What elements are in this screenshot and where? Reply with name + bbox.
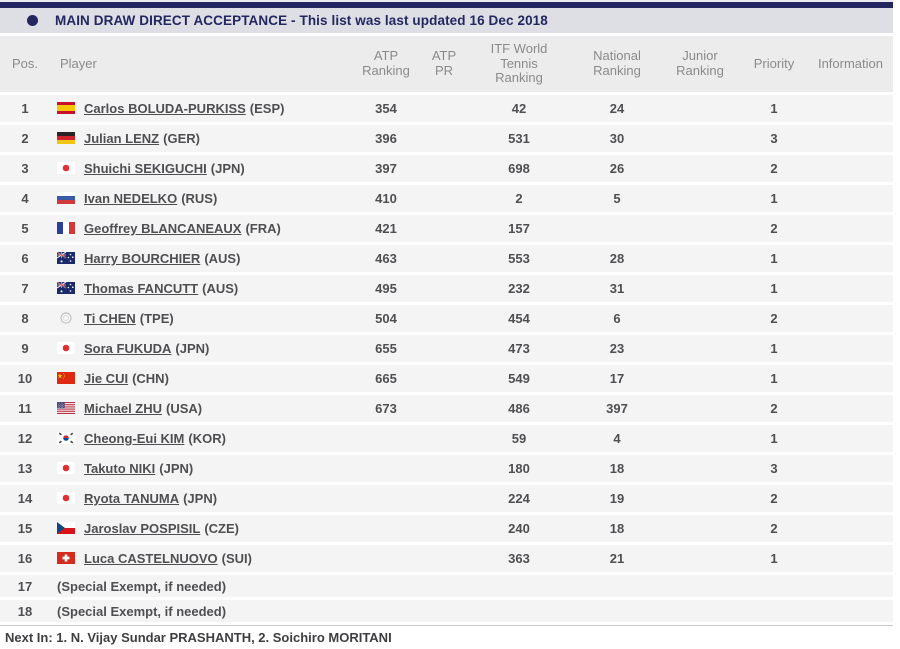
atp-pr-cell xyxy=(424,244,464,274)
itf-world-tennis-ranking-cell: 698 xyxy=(464,154,574,184)
table-row xyxy=(0,154,893,184)
player-link[interactable]: Jaroslav POSPISIL xyxy=(84,521,201,536)
player-link[interactable]: Geoffrey BLANCANEAUX xyxy=(84,221,242,236)
flag-rus-icon xyxy=(57,192,75,204)
flag-jpn-icon xyxy=(57,342,75,354)
player-link[interactable]: Ivan NEDELKO xyxy=(84,191,178,206)
itf-world-tennis-ranking-cell: 549 xyxy=(464,364,574,394)
table-row xyxy=(0,454,893,484)
country-code: (KOR) xyxy=(188,431,226,446)
player-link[interactable]: Ryota TANUMA xyxy=(84,491,180,506)
atp-pr-cell xyxy=(424,454,464,484)
information-cell xyxy=(808,124,893,154)
position-cell: 9 xyxy=(0,334,50,364)
country-code: (RUS) xyxy=(181,191,218,206)
information-cell xyxy=(808,454,893,484)
flag-ger-icon xyxy=(57,132,75,144)
national-ranking-cell: 18 xyxy=(574,514,660,544)
atp-ranking-cell: 421 xyxy=(348,214,424,244)
priority-cell: 2 xyxy=(740,514,808,544)
country-code: (CHN) xyxy=(132,371,169,386)
column-header-pos: Pos. xyxy=(0,36,50,94)
junior-ranking-cell xyxy=(660,244,740,274)
country-code: (AUS) xyxy=(202,281,239,296)
player-cell xyxy=(50,334,348,364)
player-cell xyxy=(50,544,348,574)
national-ranking-cell: 17 xyxy=(574,364,660,394)
national-ranking-cell: 26 xyxy=(574,154,660,184)
country-code: (JPN) xyxy=(183,491,218,506)
player-link[interactable]: Harry BOURCHIER xyxy=(84,251,201,266)
player-link[interactable]: Carlos BOLUDA-PURKISS xyxy=(84,101,246,116)
next-in-text: Next In: 1. N. Vijay Sundar PRASHANTH, 2. Soichiro MORITANI xyxy=(5,630,392,645)
next-in-bar xyxy=(0,625,893,649)
player-cell xyxy=(50,244,348,274)
atp-ranking-cell xyxy=(348,424,424,454)
special-exempt-label: (Special Exempt, if needed) xyxy=(57,603,227,619)
junior-ranking-cell xyxy=(660,514,740,544)
junior-ranking-cell xyxy=(660,484,740,514)
table-row xyxy=(0,544,893,574)
information-cell xyxy=(808,484,893,514)
junior-ranking-cell xyxy=(660,454,740,484)
information-cell xyxy=(808,394,893,424)
position-cell: 2 xyxy=(0,124,50,154)
player-cell xyxy=(50,214,348,244)
junior-ranking-cell xyxy=(660,184,740,214)
table-row xyxy=(0,334,893,364)
junior-ranking-cell xyxy=(660,334,740,364)
player-link[interactable]: Thomas FANCUTT xyxy=(84,281,199,296)
player-link[interactable]: Cheong-Eui KIM xyxy=(84,431,185,446)
atp-pr-cell xyxy=(424,124,464,154)
atp-pr-cell xyxy=(424,424,464,454)
column-header-information: Information xyxy=(808,36,893,94)
player-link[interactable]: Takuto NIKI xyxy=(84,461,156,476)
atp-ranking-cell xyxy=(348,514,424,544)
priority-cell xyxy=(740,599,808,624)
atp-pr-cell xyxy=(424,574,464,599)
title-bar xyxy=(0,8,893,33)
junior-ranking-cell xyxy=(660,424,740,454)
priority-cell: 1 xyxy=(740,424,808,454)
itf-world-tennis-ranking-cell xyxy=(464,574,574,599)
priority-cell: 3 xyxy=(740,454,808,484)
flag-tpe-icon xyxy=(57,312,75,324)
atp-pr-cell xyxy=(424,154,464,184)
itf-world-tennis-ranking-cell: 454 xyxy=(464,304,574,334)
itf-world-tennis-ranking-cell: 240 xyxy=(464,514,574,544)
flag-usa-icon xyxy=(57,402,75,414)
atp-ranking-cell: 504 xyxy=(348,304,424,334)
itf-world-tennis-ranking-cell: 232 xyxy=(464,274,574,304)
column-header-national-ranking: National Ranking xyxy=(574,36,660,94)
column-header-junior-ranking: Junior Ranking xyxy=(660,36,740,94)
table-row xyxy=(0,484,893,514)
priority-cell: 2 xyxy=(740,304,808,334)
table-row xyxy=(0,94,893,124)
atp-pr-cell xyxy=(424,514,464,544)
itf-world-tennis-ranking-cell xyxy=(464,599,574,624)
information-cell xyxy=(808,599,893,624)
country-code: (JPN) xyxy=(159,461,194,476)
national-ranking-cell: 18 xyxy=(574,454,660,484)
table-row xyxy=(0,214,893,244)
atp-pr-cell xyxy=(424,394,464,424)
column-header-itf-world-tennis-ranking: ITF World Tennis Ranking xyxy=(464,36,574,94)
priority-cell: 1 xyxy=(740,544,808,574)
junior-ranking-cell xyxy=(660,304,740,334)
junior-ranking-cell xyxy=(660,364,740,394)
atp-ranking-cell xyxy=(348,544,424,574)
priority-cell xyxy=(740,574,808,599)
atp-ranking-cell: 410 xyxy=(348,184,424,214)
national-ranking-cell: 24 xyxy=(574,94,660,124)
position-cell: 15 xyxy=(0,514,50,544)
national-ranking-cell: 4 xyxy=(574,424,660,454)
atp-ranking-cell xyxy=(348,599,424,624)
flag-jpn-icon xyxy=(57,162,75,174)
flag-kor-icon xyxy=(57,432,75,444)
table-row xyxy=(0,304,893,334)
atp-ranking-cell xyxy=(348,484,424,514)
itf-world-tennis-ranking-cell: 42 xyxy=(464,94,574,124)
position-cell: 7 xyxy=(0,274,50,304)
position-cell: 4 xyxy=(0,184,50,214)
flag-fra-icon xyxy=(57,222,75,234)
priority-cell: 3 xyxy=(740,124,808,154)
list-title: MAIN DRAW DIRECT ACCEPTANCE - This list was last updated 16 Dec 2018 xyxy=(55,13,548,28)
priority-cell: 2 xyxy=(740,484,808,514)
atp-pr-cell xyxy=(424,184,464,214)
country-code: (AUS) xyxy=(204,251,241,266)
table-row xyxy=(0,364,893,394)
junior-ranking-cell xyxy=(660,124,740,154)
table-row xyxy=(0,274,893,304)
player-cell xyxy=(50,304,348,334)
atp-ranking-cell xyxy=(348,454,424,484)
itf-world-tennis-ranking-cell: 180 xyxy=(464,454,574,484)
player-cell xyxy=(50,94,348,124)
player-cell xyxy=(50,184,348,214)
player-cell xyxy=(50,599,348,624)
player-cell xyxy=(50,454,348,484)
information-cell xyxy=(808,424,893,454)
position-cell: 12 xyxy=(0,424,50,454)
acceptance-table xyxy=(0,36,893,625)
country-code: (FRA) xyxy=(245,221,281,236)
country-code: (USA) xyxy=(166,401,203,416)
flag-jpn-icon xyxy=(57,492,75,504)
table-row xyxy=(0,244,893,274)
position-cell: 1 xyxy=(0,94,50,124)
player-link[interactable]: Sora FUKUDA xyxy=(84,341,172,356)
national-ranking-cell: 31 xyxy=(574,274,660,304)
player-cell xyxy=(50,484,348,514)
atp-ranking-cell xyxy=(348,574,424,599)
national-ranking-cell: 397 xyxy=(574,394,660,424)
player-link[interactable]: Jie CUI xyxy=(84,371,129,386)
atp-pr-cell xyxy=(424,364,464,394)
information-cell xyxy=(808,94,893,124)
priority-cell: 1 xyxy=(740,244,808,274)
itf-world-tennis-ranking-cell: 531 xyxy=(464,124,574,154)
table-body xyxy=(0,94,893,624)
atp-pr-cell xyxy=(424,304,464,334)
bullet-icon xyxy=(27,15,38,26)
atp-pr-cell xyxy=(424,334,464,364)
junior-ranking-cell xyxy=(660,154,740,184)
atp-ranking-cell: 665 xyxy=(348,364,424,394)
player-cell xyxy=(50,514,348,544)
table-row xyxy=(0,394,893,424)
flag-aus-icon xyxy=(57,282,75,294)
itf-world-tennis-ranking-cell: 59 xyxy=(464,424,574,454)
national-ranking-cell: 6 xyxy=(574,304,660,334)
position-cell: 3 xyxy=(0,154,50,184)
country-code: (ESP) xyxy=(249,101,285,116)
atp-pr-cell xyxy=(424,214,464,244)
flag-chn-icon xyxy=(57,372,75,384)
player-cell xyxy=(50,154,348,184)
priority-cell: 1 xyxy=(740,274,808,304)
table-row xyxy=(0,514,893,544)
column-header-priority: Priority xyxy=(740,36,808,94)
position-cell: 5 xyxy=(0,214,50,244)
national-ranking-cell: 19 xyxy=(574,484,660,514)
itf-world-tennis-ranking-cell: 473 xyxy=(464,334,574,364)
information-cell xyxy=(808,214,893,244)
junior-ranking-cell xyxy=(660,599,740,624)
player-link[interactable]: Ti CHEN xyxy=(84,311,136,326)
priority-cell: 1 xyxy=(740,184,808,214)
header-row xyxy=(0,36,893,94)
national-ranking-cell: 28 xyxy=(574,244,660,274)
country-code: (JPN) xyxy=(210,161,245,176)
column-header-player: Player xyxy=(50,36,348,94)
country-code: (JPN) xyxy=(175,341,210,356)
priority-cell: 2 xyxy=(740,394,808,424)
information-cell xyxy=(808,334,893,364)
priority-cell: 2 xyxy=(740,214,808,244)
column-header-atp-pr: ATP PR xyxy=(424,36,464,94)
atp-ranking-cell: 396 xyxy=(348,124,424,154)
priority-cell: 1 xyxy=(740,364,808,394)
atp-ranking-cell: 463 xyxy=(348,244,424,274)
itf-world-tennis-ranking-cell: 486 xyxy=(464,394,574,424)
player-cell xyxy=(50,394,348,424)
special-exempt-row xyxy=(0,599,893,624)
atp-ranking-cell: 495 xyxy=(348,274,424,304)
country-code: (CZE) xyxy=(204,521,240,536)
priority-cell: 1 xyxy=(740,334,808,364)
player-link[interactable]: Luca CASTELNUOVO xyxy=(84,551,218,566)
atp-pr-cell xyxy=(424,599,464,624)
player-link[interactable]: Shuichi SEKIGUCHI xyxy=(84,161,207,176)
national-ranking-cell: 30 xyxy=(574,124,660,154)
junior-ranking-cell xyxy=(660,394,740,424)
atp-pr-cell xyxy=(424,94,464,124)
position-cell: 18 xyxy=(0,599,50,624)
itf-world-tennis-ranking-cell: 157 xyxy=(464,214,574,244)
position-cell: 16 xyxy=(0,544,50,574)
national-ranking-cell xyxy=(574,214,660,244)
position-cell: 6 xyxy=(0,244,50,274)
junior-ranking-cell xyxy=(660,214,740,244)
position-cell: 14 xyxy=(0,484,50,514)
flag-aus-icon xyxy=(57,252,75,264)
special-exempt-label: (Special Exempt, if needed) xyxy=(57,578,227,594)
junior-ranking-cell xyxy=(660,574,740,599)
itf-world-tennis-ranking-cell: 553 xyxy=(464,244,574,274)
priority-cell: 2 xyxy=(740,154,808,184)
atp-pr-cell xyxy=(424,274,464,304)
information-cell xyxy=(808,514,893,544)
junior-ranking-cell xyxy=(660,94,740,124)
special-exempt-row xyxy=(0,574,893,599)
atp-ranking-cell: 673 xyxy=(348,394,424,424)
itf-world-tennis-ranking-cell: 363 xyxy=(464,544,574,574)
itf-world-tennis-ranking-cell: 224 xyxy=(464,484,574,514)
atp-ranking-cell: 354 xyxy=(348,94,424,124)
country-code: (SUI) xyxy=(221,551,252,566)
flag-cze-icon xyxy=(57,522,75,534)
information-cell xyxy=(808,274,893,304)
player-link[interactable]: Julian LENZ xyxy=(84,131,160,146)
position-cell: 8 xyxy=(0,304,50,334)
flag-jpn-icon xyxy=(57,462,75,474)
position-cell: 10 xyxy=(0,364,50,394)
information-cell xyxy=(808,544,893,574)
position-cell: 11 xyxy=(0,394,50,424)
column-header-atp-ranking: ATP Ranking xyxy=(348,36,424,94)
country-code: (TPE) xyxy=(139,311,174,326)
table-row xyxy=(0,424,893,454)
player-cell xyxy=(50,424,348,454)
itf-world-tennis-ranking-cell: 2 xyxy=(464,184,574,214)
information-cell xyxy=(808,574,893,599)
flag-sui-icon xyxy=(57,552,75,564)
information-cell xyxy=(808,364,893,394)
national-ranking-cell: 5 xyxy=(574,184,660,214)
national-ranking-cell xyxy=(574,599,660,624)
atp-pr-cell xyxy=(424,544,464,574)
information-cell xyxy=(808,184,893,214)
position-cell: 17 xyxy=(0,574,50,599)
atp-ranking-cell: 397 xyxy=(348,154,424,184)
table-row xyxy=(0,184,893,214)
atp-pr-cell xyxy=(424,484,464,514)
table-row xyxy=(0,124,893,154)
player-link[interactable]: Michael ZHU xyxy=(84,401,163,416)
information-cell xyxy=(808,244,893,274)
information-cell xyxy=(808,154,893,184)
national-ranking-cell: 23 xyxy=(574,334,660,364)
player-cell xyxy=(50,124,348,154)
atp-ranking-cell: 655 xyxy=(348,334,424,364)
player-cell xyxy=(50,274,348,304)
national-ranking-cell xyxy=(574,574,660,599)
national-ranking-cell: 21 xyxy=(574,544,660,574)
player-cell xyxy=(50,364,348,394)
information-cell xyxy=(808,304,893,334)
junior-ranking-cell xyxy=(660,544,740,574)
priority-cell: 1 xyxy=(740,94,808,124)
junior-ranking-cell xyxy=(660,274,740,304)
position-cell: 13 xyxy=(0,454,50,484)
flag-esp-icon xyxy=(57,102,75,114)
player-cell xyxy=(50,574,348,599)
country-code: (GER) xyxy=(163,131,200,146)
